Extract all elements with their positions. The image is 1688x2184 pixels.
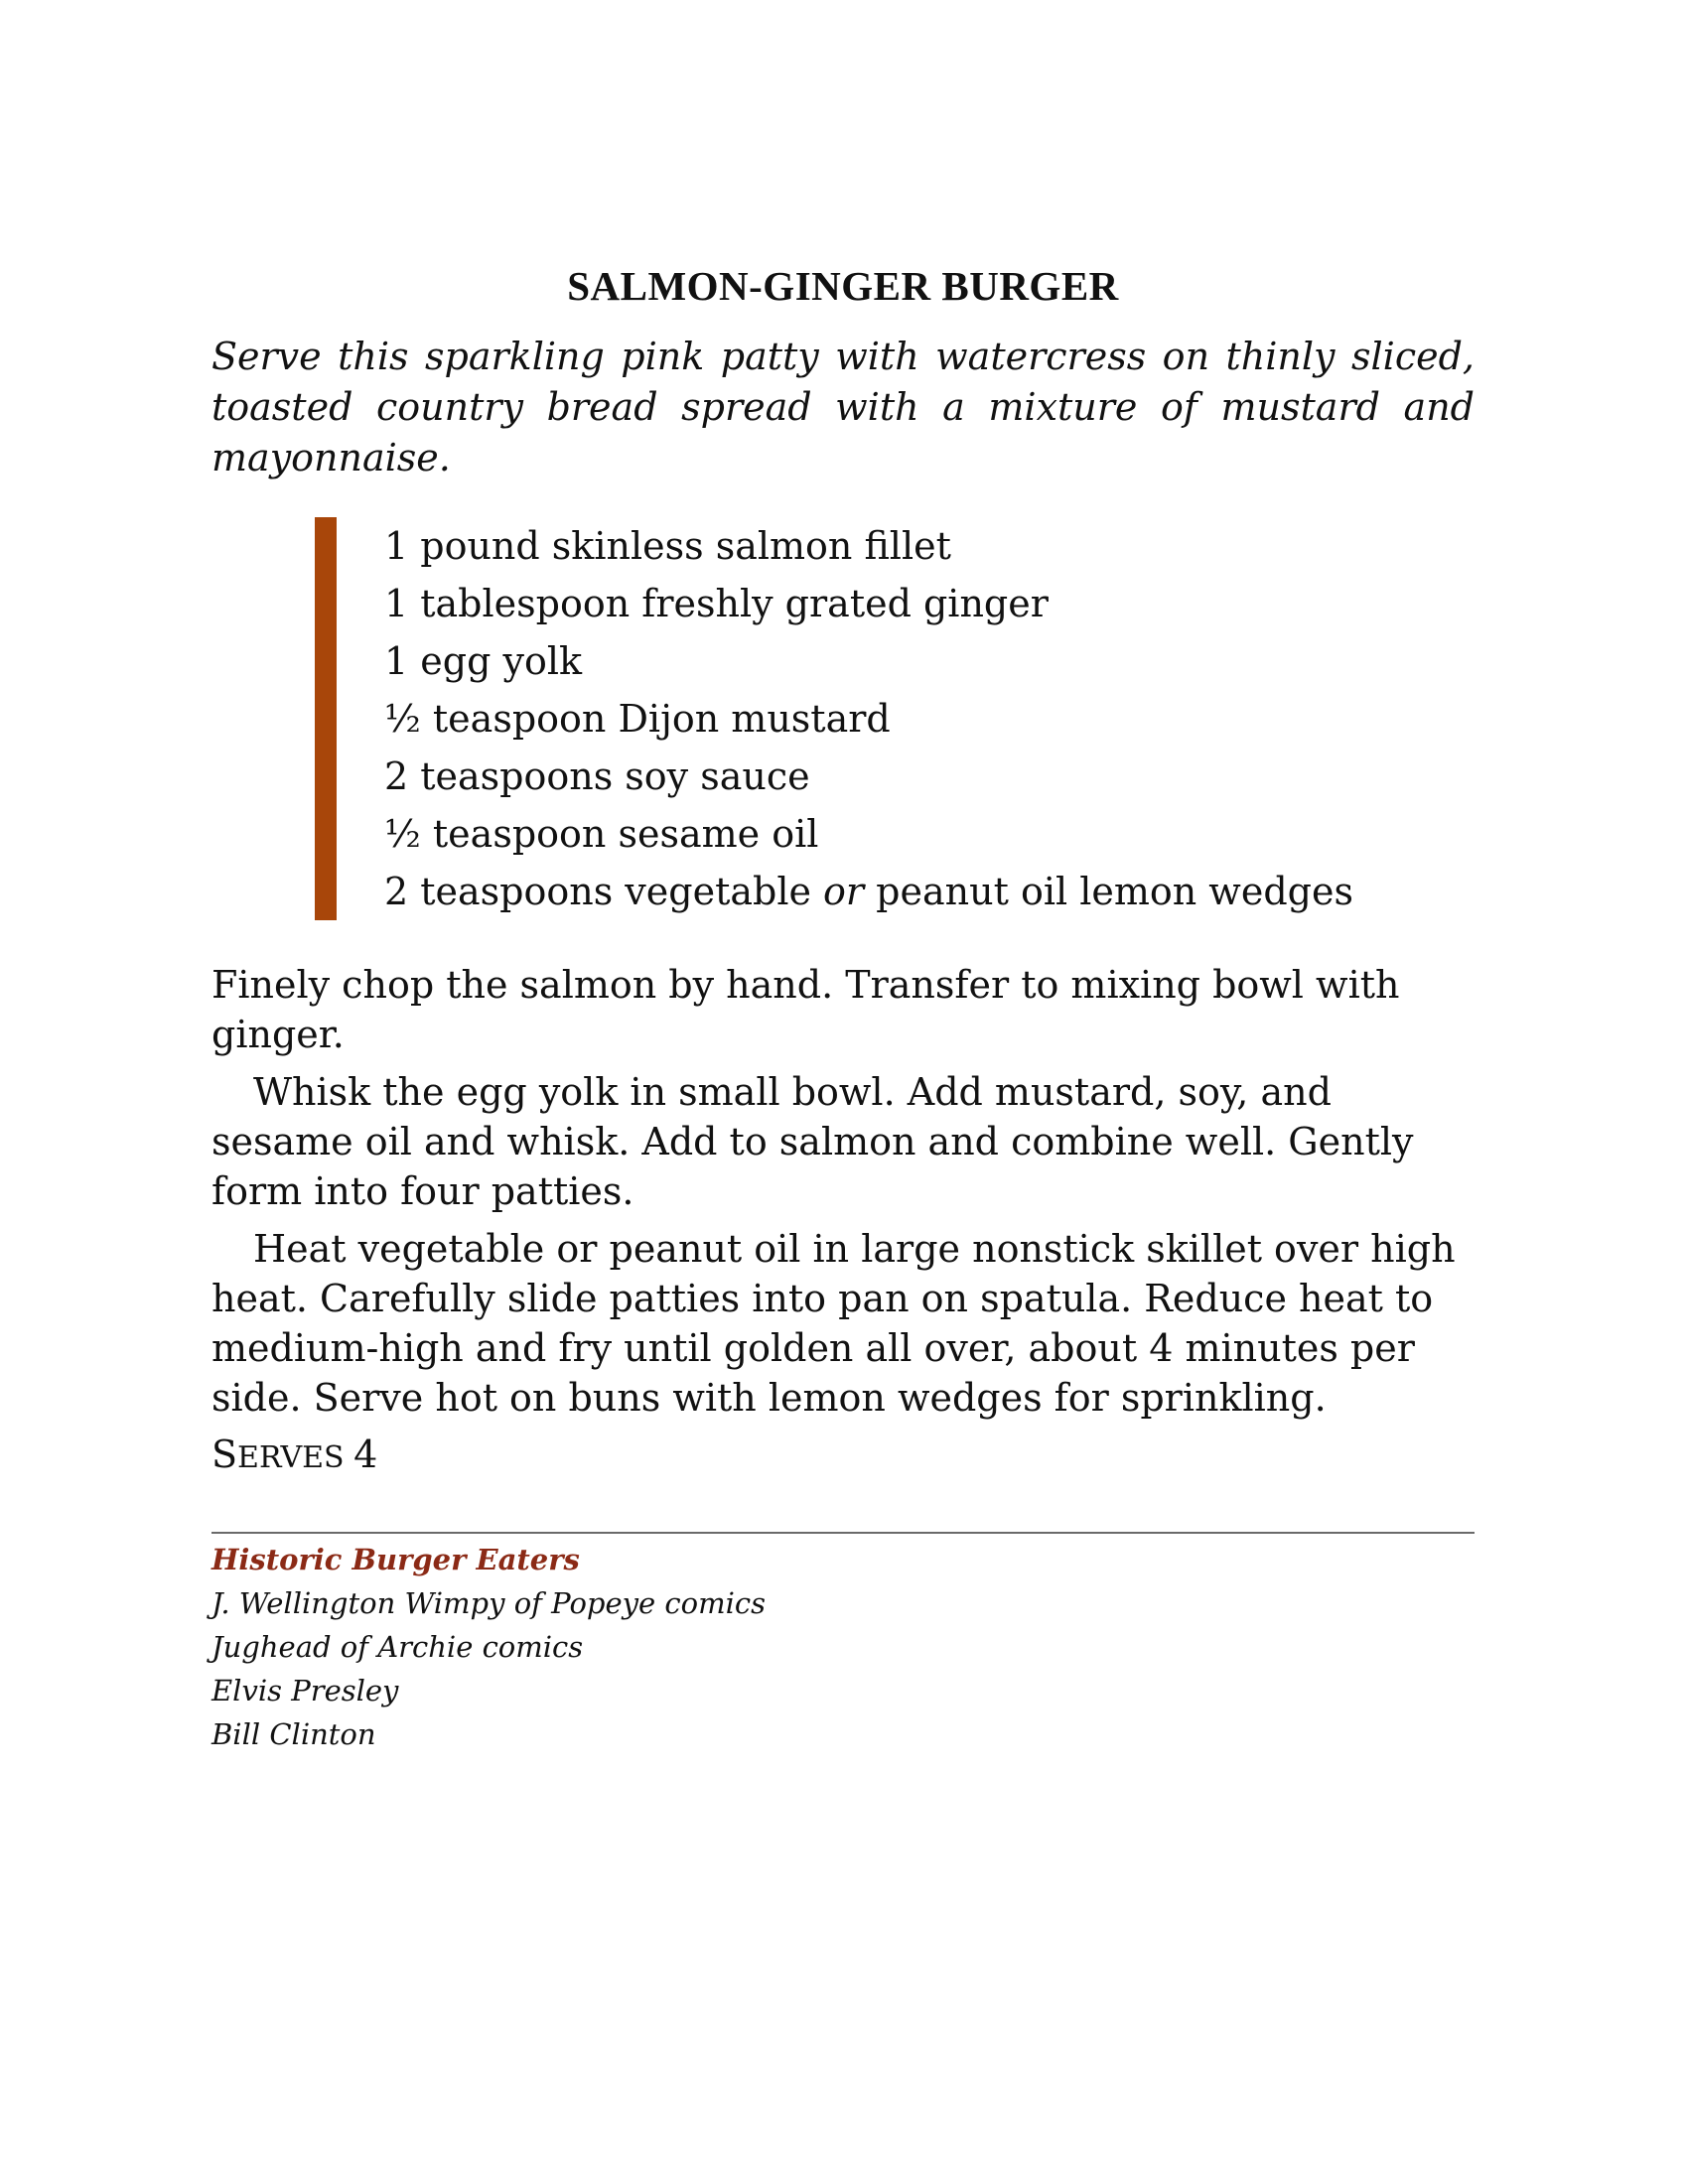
sidebar-list-item: Bill Clinton <box>211 1717 376 1751</box>
recipe-page <box>211 256 1475 1756</box>
recipe-step: Heat vegetable or peanut oil in large nonstick skillet over high heat. Carefully slide patties into pan on spatula. Reduce heat to medium-high and fry until golden all over, about 4 minutes per side. Serve hot on buns with lemon wedges for sprinkling. <box>211 1227 1456 1420</box>
recipe-intro: Serve this sparkling pink patty with watercress on thinly sliced, toasted country bread spread with a mixture of mustard and mayonnaise. <box>211 335 1475 479</box>
servings-line <box>211 1431 1475 1482</box>
ingredient-item: 1 pound skinless salmon fillet <box>384 524 951 568</box>
ingredient-item: 1 tablespoon freshly grated ginger <box>384 582 1049 625</box>
sidebar-divider <box>211 1532 1475 1534</box>
recipe-step: Finely chop the salmon by hand. Transfer to mixing bowl with ginger. <box>211 963 1400 1056</box>
ingredient-item: 1 egg yolk <box>384 639 582 683</box>
servings-initial: S <box>211 1433 238 1476</box>
ingredient-list <box>315 517 1475 920</box>
sidebar-list-item: J. Wellington Wimpy of Popeye comics <box>211 1586 767 1620</box>
ingredient-item: ½ teaspoon Dijon mustard <box>384 697 891 741</box>
ingredient-emphasis: or <box>823 870 865 913</box>
recipe-title: SALMON-GINGER BURGER <box>567 263 1119 309</box>
sidebar-list <box>211 1581 1475 1756</box>
recipe-step: Whisk the egg yolk in small bowl. Add mustard, soy, and sesame oil and whisk. Add to salmon and combine well. Gently form into four patties. <box>211 1070 1414 1213</box>
servings-label: ERVES <box>237 1440 345 1475</box>
sidebar-title: Historic Burger Eaters <box>211 1543 580 1576</box>
servings-count: 4 <box>353 1433 378 1476</box>
recipe-steps <box>211 960 1475 1423</box>
sidebar-list-item: Elvis Presley <box>211 1674 399 1707</box>
sidebar-list-item: Jughead of Archie comics <box>211 1630 584 1664</box>
sidebar-box <box>211 1538 1475 1756</box>
ingredient-item: 2 teaspoons soy sauce <box>384 754 810 798</box>
ingredient-item: ½ teaspoon sesame oil <box>384 812 819 856</box>
ingredient-text-part: peanut oil lemon wedges <box>864 870 1353 913</box>
ingredient-text-part: 2 teaspoons vegetable <box>384 870 824 913</box>
ingredient-item <box>384 863 1475 920</box>
